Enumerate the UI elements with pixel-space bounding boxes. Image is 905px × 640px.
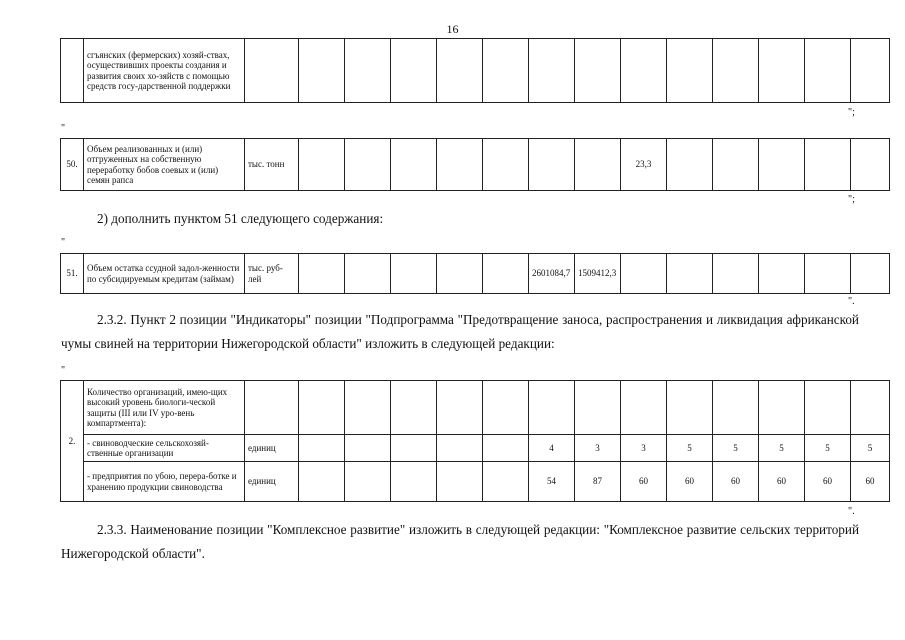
value-cell [759, 139, 805, 191]
table-item-2 [60, 380, 890, 502]
paragraph-2-3-2 [61, 308, 859, 356]
value-cell [391, 254, 437, 294]
value-cell [851, 381, 890, 435]
value-cell [299, 435, 345, 462]
opening-quote: " [61, 123, 66, 134]
value-cell: 1509412,3 [575, 254, 621, 294]
value-cell [805, 381, 851, 435]
value-cell [621, 39, 667, 103]
value-cell [713, 139, 759, 191]
value-cell [299, 381, 345, 435]
value-cell: 5 [805, 435, 851, 462]
opening-quote: " [61, 365, 66, 376]
value-cell: 3 [621, 435, 667, 462]
value-cell: 60 [667, 462, 713, 502]
value-cell [437, 254, 483, 294]
value-cell [621, 381, 667, 435]
value-cell [391, 139, 437, 191]
closing-quote: ". [848, 296, 855, 307]
table-row-51 [60, 253, 890, 294]
indicator-name-cell: Объем реализованных и (или) отгруженных на собственную переработку бобов соевых и (или) семян рапса [84, 139, 245, 191]
value-cell [667, 381, 713, 435]
value-cell [345, 254, 391, 294]
value-cell: 60 [621, 462, 667, 502]
value-cell: 87 [575, 462, 621, 502]
value-cell: 60 [805, 462, 851, 502]
paragraph-add-item-51: 2) дополнить пунктом 51 следующего содержания: [97, 211, 384, 226]
paragraph-2-3-2-text: 2.3.2. Пункт 2 позиции "Индикаторы" позиции "Подпрограмма "Предотвращение заноса, распространения и ликвидация африканской чумы свиней на территории Нижегородской области" изложить в следующей редакции: [61, 312, 859, 351]
indicator-name-cell: сгъянских (фермерских) хозяй-ствах, осуществивших проекты создания и развития своих хо-зяйств с помощью средств госу-дарственной поддержки [84, 39, 245, 103]
value-cell [483, 254, 529, 294]
value-cell [437, 139, 483, 191]
value-cell [759, 39, 805, 103]
value-cell [391, 381, 437, 435]
opening-quote: " [61, 237, 66, 248]
value-cell [483, 381, 529, 435]
page-number: 16 [446, 22, 459, 36]
value-cell [713, 381, 759, 435]
value-cell [851, 139, 890, 191]
unit-cell [245, 381, 299, 435]
value-cell [437, 381, 483, 435]
value-cell [391, 435, 437, 462]
paragraph-2-3-3-text: 2.3.3. Наименование позиции "Комплексное развитие" изложить в следующей редакции: "Комплексное развитие сельских территорий Нижегородской области". [61, 522, 859, 561]
value-cell [529, 139, 575, 191]
value-cell: 5 [851, 435, 890, 462]
unit-cell: единиц [245, 435, 299, 462]
value-cell [529, 39, 575, 103]
value-cell [345, 139, 391, 191]
value-cell [667, 139, 713, 191]
value-cell [483, 139, 529, 191]
closing-quote: "; [848, 194, 855, 205]
value-cell [575, 381, 621, 435]
row-number-cell: 51. [61, 254, 84, 294]
value-cell: 4 [529, 435, 575, 462]
value-cell: 60 [759, 462, 805, 502]
value-cell [299, 462, 345, 502]
indicator-name-cell: - свиноводческие сельскохозяй-ственные организации [84, 435, 245, 462]
value-cell: 5 [667, 435, 713, 462]
value-cell [299, 39, 345, 103]
value-cell: 5 [759, 435, 805, 462]
value-cell [529, 381, 575, 435]
value-cell [437, 39, 483, 103]
table-row-50 [60, 138, 890, 191]
value-cell: 5 [713, 435, 759, 462]
value-cell [391, 462, 437, 502]
indicator-name-cell: Объем остатка ссудной задол-женности по субсидируемым кредитам (займам) [84, 254, 245, 294]
closing-quote: "; [848, 107, 855, 118]
unit-cell: тыс. тонн [245, 139, 299, 191]
value-cell: 54 [529, 462, 575, 502]
value-cell [713, 39, 759, 103]
unit-cell [245, 39, 299, 103]
value-cell [437, 462, 483, 502]
value-cell [299, 139, 345, 191]
row-number-cell [61, 39, 84, 103]
value-cell: 60 [851, 462, 890, 502]
value-cell [759, 254, 805, 294]
value-cell: 23,3 [621, 139, 667, 191]
table-continuation [60, 38, 890, 103]
value-cell [851, 39, 890, 103]
value-cell [391, 39, 437, 103]
value-cell [805, 254, 851, 294]
indicator-name-cell: - предприятия по убою, перера-ботке и хранению продукции свиноводства [84, 462, 245, 502]
value-cell [759, 381, 805, 435]
paragraph-2-3-3 [61, 518, 859, 566]
value-cell [345, 462, 391, 502]
value-cell: 2601084,7 [529, 254, 575, 294]
value-cell [575, 39, 621, 103]
value-cell [345, 435, 391, 462]
unit-cell: единиц [245, 462, 299, 502]
value-cell: 60 [713, 462, 759, 502]
value-cell [805, 139, 851, 191]
value-cell [483, 435, 529, 462]
value-cell [437, 435, 483, 462]
row-number-cell: 2. [61, 381, 84, 502]
value-cell [667, 39, 713, 103]
value-cell [345, 381, 391, 435]
value-cell [575, 139, 621, 191]
value-cell [621, 254, 667, 294]
value-cell [667, 254, 713, 294]
row-number-cell: 50. [61, 139, 84, 191]
value-cell [345, 39, 391, 103]
value-cell: 3 [575, 435, 621, 462]
value-cell [483, 39, 529, 103]
value-cell [851, 254, 890, 294]
value-cell [483, 462, 529, 502]
indicator-header-cell: Количество организаций, имею-щих высокий уровень биологи-ческой защиты (III или IV уро-вень компартмента): [84, 381, 245, 435]
value-cell [713, 254, 759, 294]
unit-cell: тыс. руб-лей [245, 254, 299, 294]
closing-quote: ". [848, 506, 855, 517]
value-cell [299, 254, 345, 294]
value-cell [805, 39, 851, 103]
